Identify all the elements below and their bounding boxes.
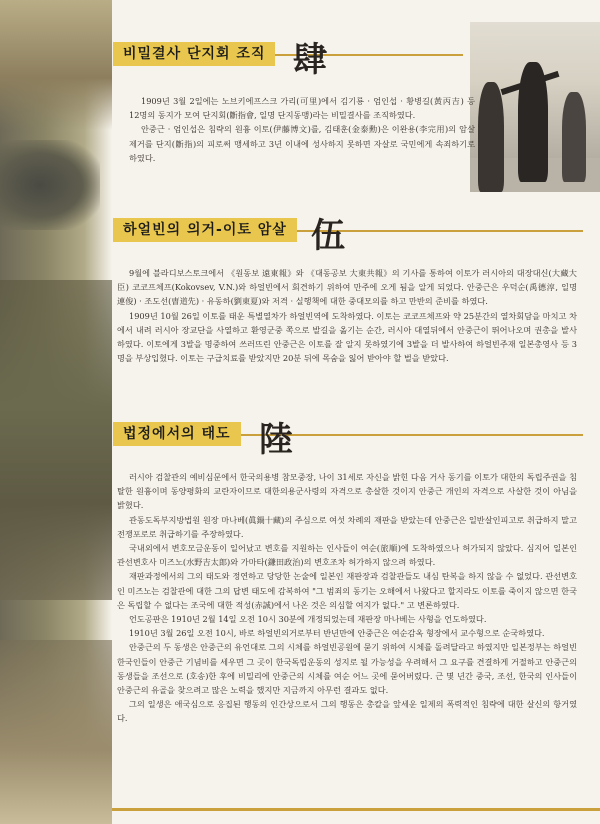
section-court-attitude xyxy=(113,416,593,726)
section-body xyxy=(113,266,577,365)
section-hanja-numeral: 伍 xyxy=(311,216,345,256)
footer-rule xyxy=(112,808,600,811)
brush-stroke-decoration xyxy=(0,0,112,824)
section-secret-society xyxy=(113,36,475,165)
paragraph: 관동도독부지방법원 원장 마나베(眞鍋十藏)의 주심으로 여섯 차례의 재판을 받았는데 안중근은 일반살인피고로 취급하지 말고 전쟁포로로 취급하기를 주장하였다. xyxy=(117,514,577,539)
section-body xyxy=(113,470,577,726)
section-hanja-numeral: 陸 xyxy=(259,420,293,460)
section-title: 법정에서의 태도 xyxy=(113,422,241,446)
section-harbin-assassination xyxy=(113,212,593,365)
section-title: 비밀결사 단지회 조직 xyxy=(113,42,275,66)
paragraph: 9월에 블라디보스토크에서 《원동보 遠東報》와 《대동공보 大東共報》의 기사를 통하여 이토가 러시아의 대장대신(大藏大臣) 코코프체프(Kokovsev, V.N.)와 하얼빈에서 회견하기 위하여 만주에 오게 됨을 알게 되었다. 안중근은 우덕순(禹德淳, 일명 連俊) · 조도선(曺道先) · 유동하(劉東夏)와 저격 · 실행책에 대한 중대모의를 하고 만반의 준비를 하였다. xyxy=(117,268,577,307)
paragraph: 1909년 10월 26일 이토를 태운 특별열차가 하얼빈역에 도착하였다. 이토는 코코프체프와 약 25분간의 열차회담을 마치고 차에서 내려 러시아 장교단을 사열하고 환영군중 쪽으로 발길을 옮기는 순간, 러시아 대열뒤에서 안중근이 뛰어나오며 권총을 발사하였다. 이토에게 3발을 명중하여 쓰러뜨린 안중근은 이토를 잘 알지 못하였기에 3발을 더 발사하여 하얼빈주재 일본총영사 등 3명을 부상입혔다. 이토는 구급치료를 받았지만 20분 뒤에 목숨을 잃어 받아야 할 벌을 받았다. xyxy=(117,310,577,364)
section-hanja-numeral: 肆 xyxy=(293,40,327,80)
paragraph: 안중근 · 엄인섭은 침략의 원흉 이토(伊藤博文)를, 김태훈(金泰勳)은 이완용(李完用)의 암살 제거를 단지(斷指)의 피로써 맹세하고 3년 이내에 성사하지 못하면 자살로 국민에게 속죄하기로 하였다. xyxy=(129,124,475,163)
section-title: 하얼빈의 의거-이토 암살 xyxy=(113,218,297,242)
paragraph: 1909년 3월 2일에는 노브키에프스크 가리(可里)에서 김기룡 · 엄인섭 · 황병길(黃丙吉) 등 12명의 동지가 모여 단지회(斷指會, 일명 단지동맹)라는 비밀결사를 조직하였다. xyxy=(129,96,475,121)
paragraph: 언도공판은 1910년 2월 14일 오전 10시 30분에 개정되었는데 재판장 마나베는 사형을 언도하였다. xyxy=(129,614,487,625)
section-header xyxy=(113,212,593,256)
section-body xyxy=(113,94,475,165)
paragraph: 그의 일생은 애국심으로 응집된 행동의 인간상으로서 그의 행동은 총칼을 앞세운 일제의 폭력적인 침략에 대한 살신의 항거였다. xyxy=(117,699,577,724)
historical-photo xyxy=(470,22,600,192)
paragraph: 국내외에서 변호모금운동이 일어났고 변호를 지원하는 인사들이 여순(旅順)에 도착하였으나 허가되지 않았다. 심지어 일본인 관선변호사 미즈노(水野吉太郎)와 가마타(鎌田政治)의 변호조차 허가하지 않으려 하였다. xyxy=(117,543,577,568)
paragraph: 1910년 3월 26일 오전 10시, 바로 하얼빈의거로부터 반년만에 안중근은 여순감옥 형장에서 교수형으로 순국하였다. xyxy=(129,628,545,639)
paragraph: 재판과정에서의 그의 태도와 정연하고 당당한 논술에 일본인 재판장과 검찰관들도 내심 탄복을 하지 않을 수 없었다. 관선변호인 미즈노는 검찰관에 대한 그의 답변 태도에 감복하여 "그 범죄의 동기는 오해에서 나왔다고 할지라도 이토를 죽이지 않으면 한국은 독립할 수 없다는 조국에 대한 적성(赤誠)에서 나온 것은 의심할 여지가 없다." 고 변론하였다. xyxy=(117,571,577,610)
section-header xyxy=(113,36,468,80)
paragraph: 러시아 검찰관의 예비심문에서 한국의용병 참모중장, 나이 31세로 자신을 밝힌 다음 거사 동기를 이토가 대한의 독립주권을 침탈한 원흉이며 동양평화의 교란자이므로 대한의용군사령의 자격으로 총살한 것이지 안중근 개인의 자격으로 사살한 것이 아님을 밝혔다. xyxy=(117,472,577,511)
paragraph: 안중근의 두 동생은 안중근의 유언대로 그의 시체를 하얼빈공원에 묻기 위하여 시체를 돌려달라고 하였지만 일본정부는 하얼빈 한국인들이 안중근 기념비를 세우면 그 곳이 한국독립운동의 성지로 될 가능성을 우려해서 그 요구를 견결하게 거절하고 안중근의 동생들을 조선으로 (호송)한 후에 비밀리에 안중근의 시체를 여순 어느 곳에 묻어버렸다. 근 몇 년간 중국, 조선, 한국의 인사들이 안중근의 유골을 찾으려고 많은 노력을 했지만 지금까지 아무런 결과도 없다. xyxy=(117,642,577,696)
section-header xyxy=(113,416,593,460)
